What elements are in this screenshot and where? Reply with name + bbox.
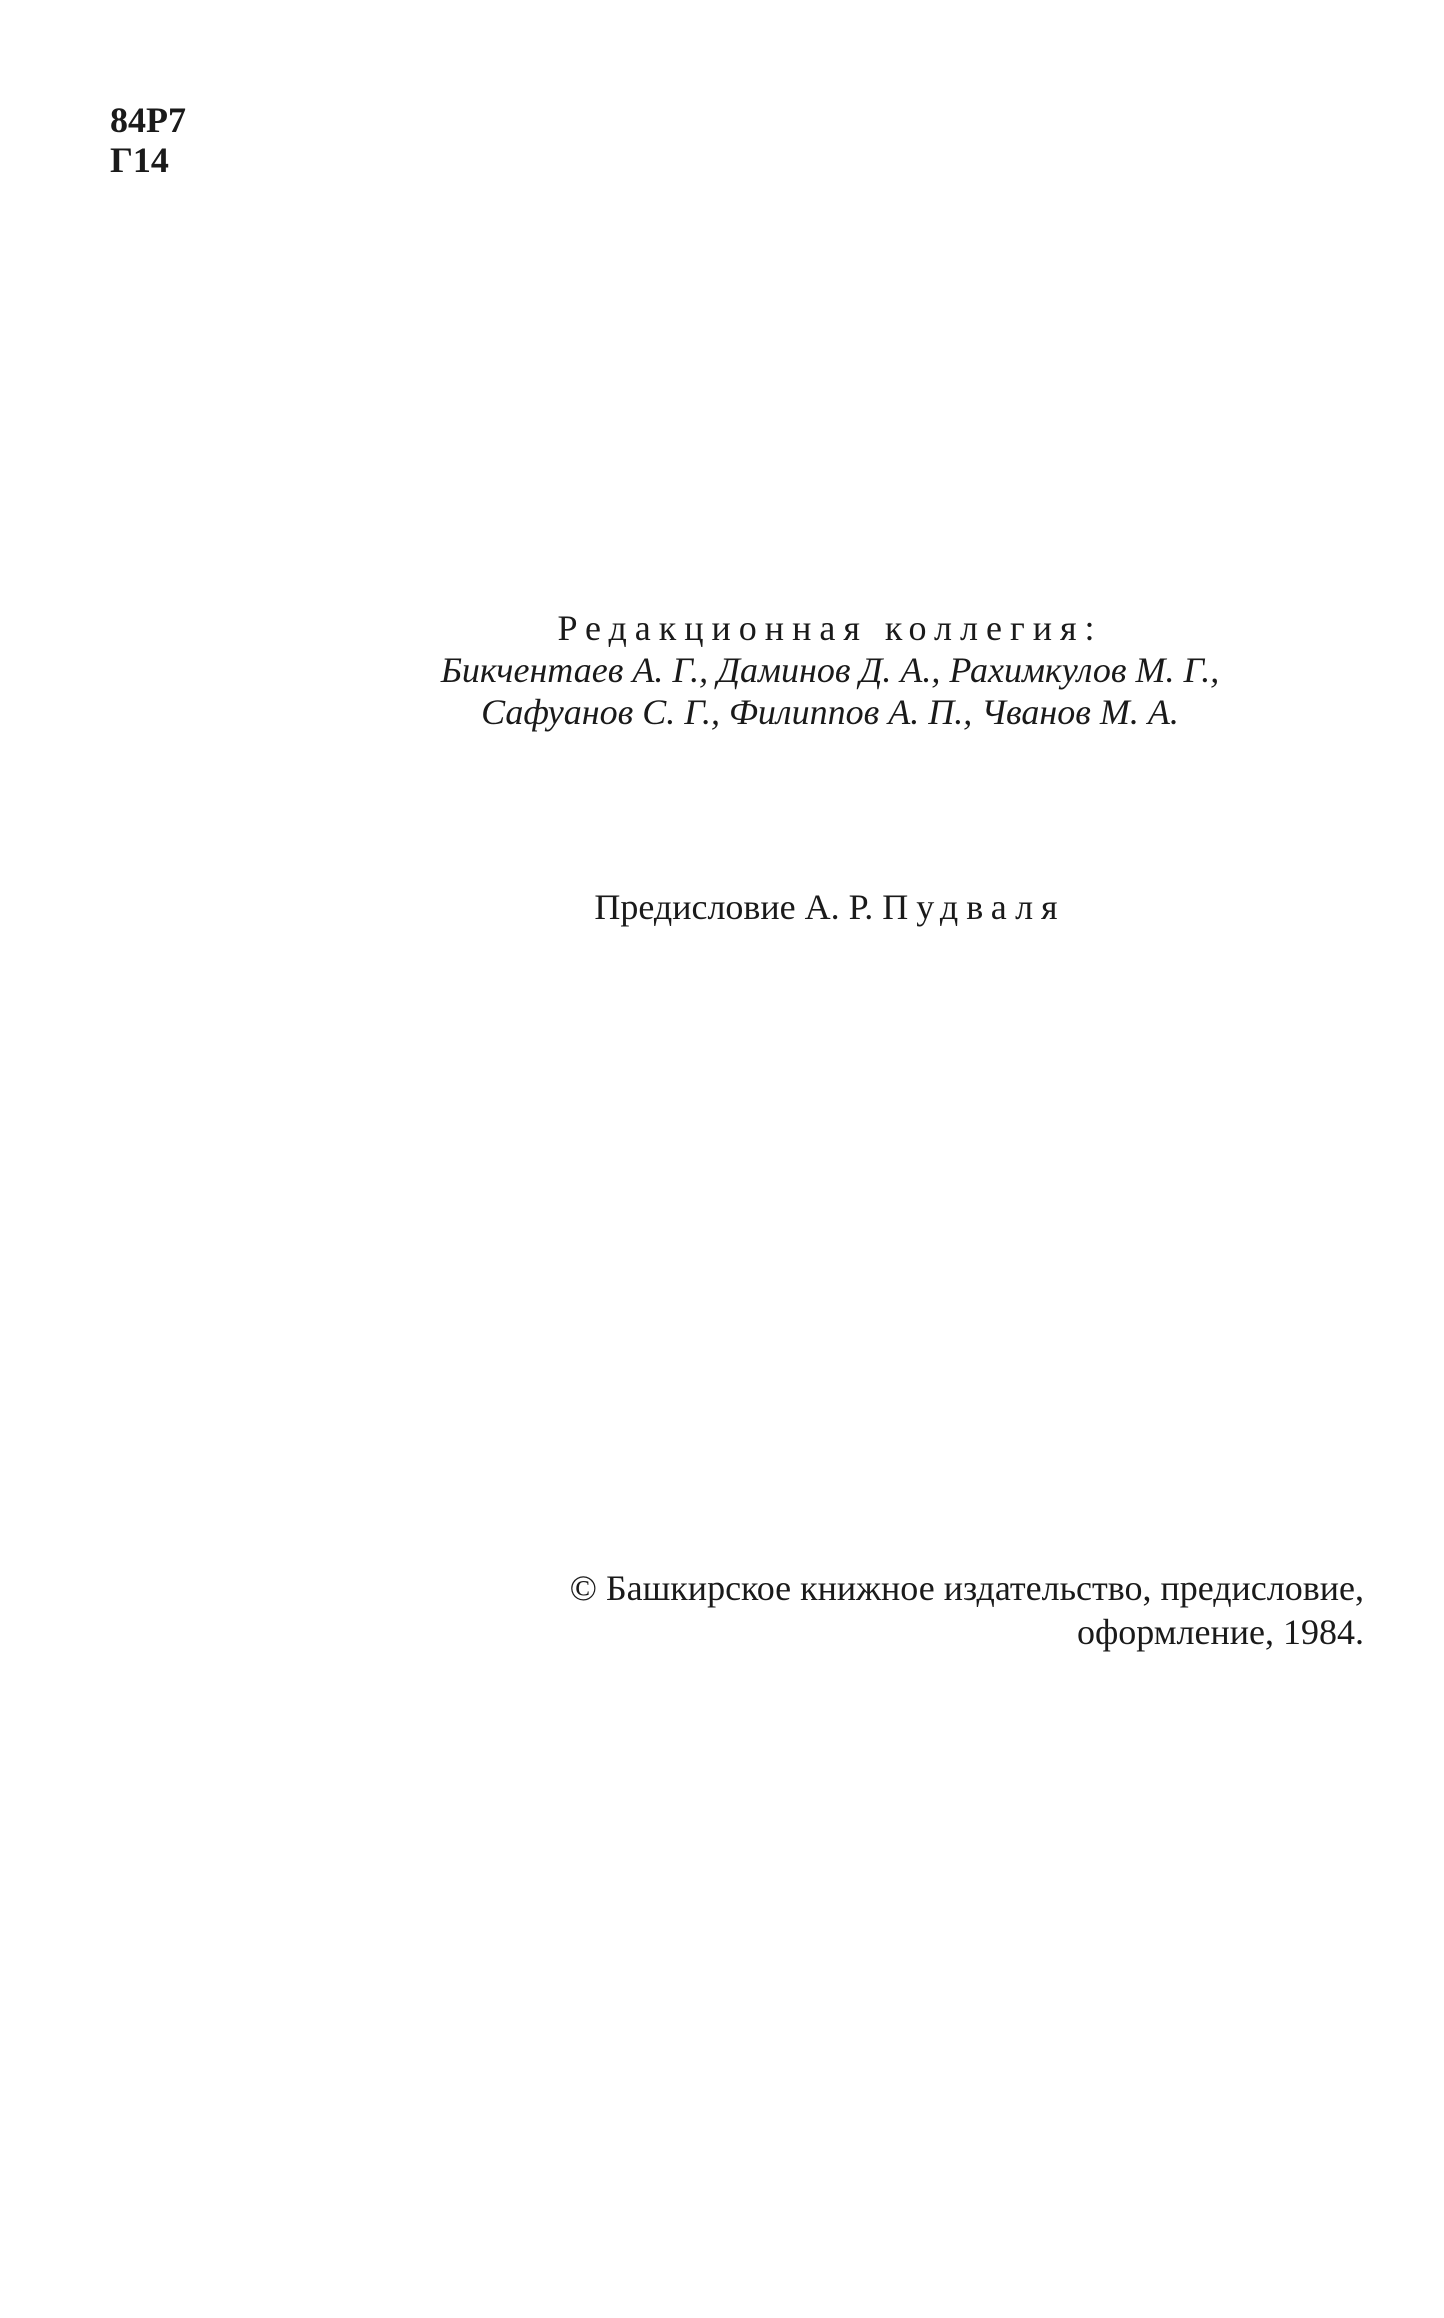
- foreword-author-name: Пудваля: [882, 887, 1066, 927]
- editorial-board: [260, 607, 1400, 733]
- editorial-board-members-line1: Бикчентаев А. Г., Даминов Д. А., Рахимкулов М. Г.,: [440, 650, 1220, 690]
- copyright-publisher: Башкирское книжное издательство, предисловие,: [605, 1568, 1364, 1608]
- classification-code: 84Р7: [110, 100, 186, 140]
- classification-block: [110, 100, 186, 180]
- foreword-label: Предисловие: [594, 887, 796, 927]
- foreword-credit: [260, 886, 1400, 928]
- copyright-line2: оформление, 1984.: [1076, 1612, 1364, 1652]
- copyright-symbol: ©: [569, 1568, 597, 1608]
- author-mark: Г14: [110, 140, 169, 180]
- copyright-notice: [570, 1566, 1364, 1654]
- editorial-board-members-line2: Сафуанов С. Г., Филиппов А. П., Чванов М. А.: [481, 692, 1179, 732]
- editorial-board-title: Редакционная коллегия:: [557, 608, 1103, 648]
- copyright-line1: [570, 1566, 1364, 1610]
- foreword-author-initials: А. Р.: [804, 887, 874, 927]
